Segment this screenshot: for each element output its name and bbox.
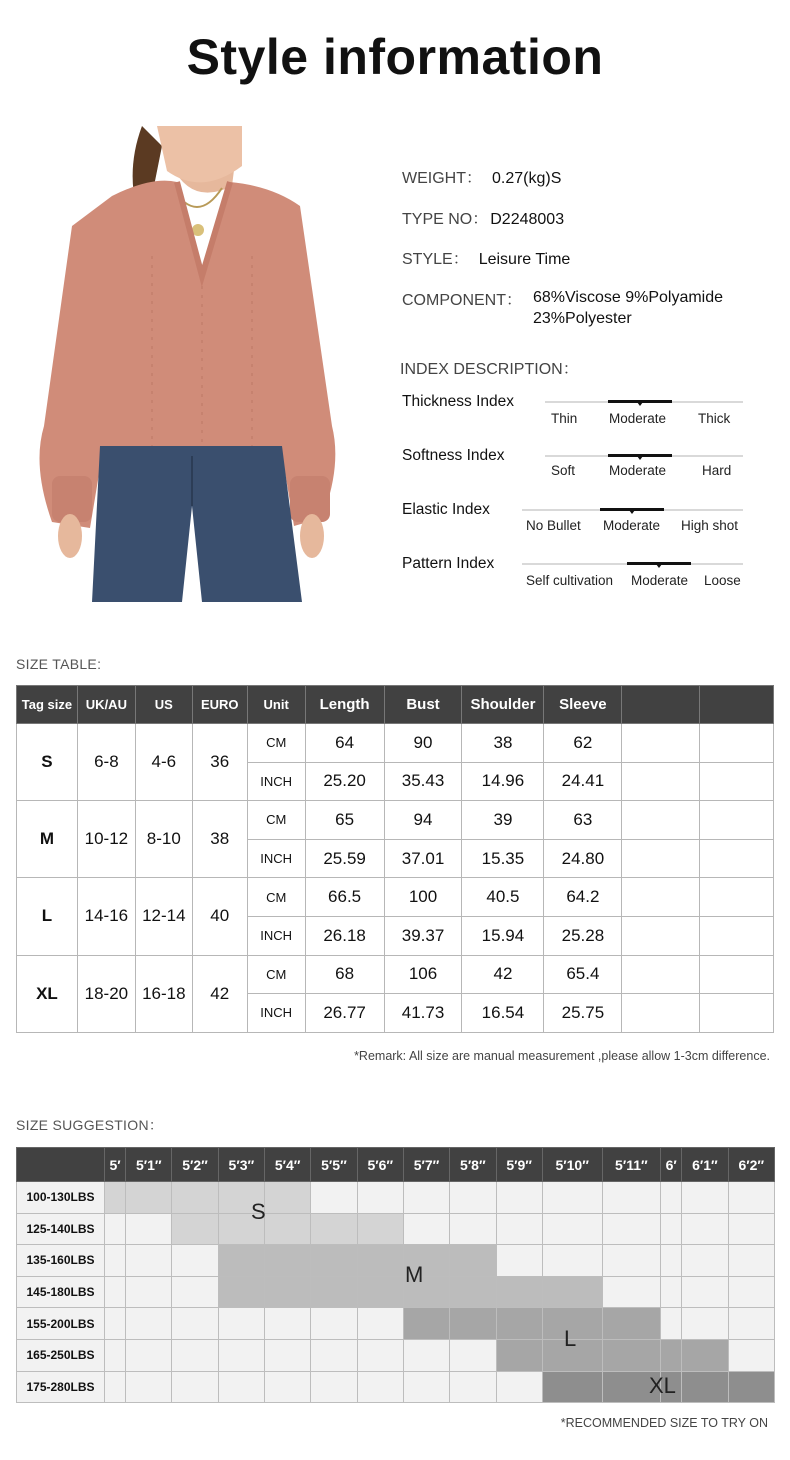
model-wearing-sweater-image <box>32 126 350 602</box>
bust-cell: 41.73 <box>384 994 462 1033</box>
height-header: 5′8″ <box>450 1148 496 1182</box>
shoulder-cell: 15.35 <box>462 839 544 878</box>
height-header: 5′9″ <box>496 1148 542 1182</box>
suggestion-cell <box>218 1276 264 1308</box>
weight-cell: 100-130LBS <box>17 1182 105 1214</box>
elastic-option-no-bullet: No Bullet <box>526 518 581 533</box>
suggestion-cell <box>218 1245 264 1277</box>
suggestion-cell <box>172 1276 218 1308</box>
suggestion-cell <box>105 1276 126 1308</box>
table-row <box>17 1308 775 1340</box>
header-unit: Unit <box>247 686 305 724</box>
weight-cell: 155-200LBS <box>17 1308 105 1340</box>
suggestion-cell <box>357 1371 403 1403</box>
suggestion-cell <box>450 1308 496 1340</box>
suggestion-cell <box>357 1182 403 1214</box>
uk-cell: 14-16 <box>77 878 135 955</box>
suggestion-cell <box>357 1308 403 1340</box>
suggestion-cell <box>450 1276 496 1308</box>
length-cell: 66.5 <box>305 878 384 917</box>
weight-cell: 125-140LBS <box>17 1213 105 1245</box>
suggestion-cell <box>357 1213 403 1245</box>
height-header: 5′ <box>105 1148 126 1182</box>
component-label: COMPONENT： <box>402 292 523 309</box>
suggestion-cell <box>311 1308 357 1340</box>
suggestion-cell <box>450 1339 496 1371</box>
suggestion-cell <box>403 1371 449 1403</box>
suggestion-cell <box>265 1371 311 1403</box>
suggestion-cell <box>728 1182 774 1214</box>
suggestion-cell <box>403 1182 449 1214</box>
suggestion-cell <box>661 1276 682 1308</box>
pattern-option-loose: Loose <box>704 573 741 588</box>
suggestion-cell <box>728 1276 774 1308</box>
suggestion-cell <box>542 1182 602 1214</box>
table-row <box>17 1245 775 1277</box>
softness-option-soft: Soft <box>551 463 576 478</box>
table-row <box>17 801 774 840</box>
suggestion-cell <box>542 1245 602 1277</box>
shoulder-cell: 16.54 <box>462 994 544 1033</box>
header-tag-size: Tag size <box>17 686 78 724</box>
size-cell: S <box>17 724 78 801</box>
unit-cell: CM <box>247 724 305 763</box>
length-cell: 26.77 <box>305 994 384 1033</box>
suggestion-cell <box>661 1182 682 1214</box>
thickness-index-marker <box>608 400 672 403</box>
table-row <box>17 724 774 763</box>
component-line-2: 23%Polyester <box>533 310 632 327</box>
size-cell: L <box>17 878 78 955</box>
softness-index-label: Softness Index <box>402 447 505 464</box>
thickness-option-thin: Thin <box>551 411 578 426</box>
pattern-option-moderate: Moderate <box>631 573 689 588</box>
length-cell: 68 <box>305 955 384 994</box>
empty-cell <box>622 916 700 955</box>
empty-cell <box>700 724 774 763</box>
uk-cell: 10-12 <box>77 801 135 878</box>
sleeve-cell: 25.28 <box>544 916 622 955</box>
table-row <box>17 955 774 994</box>
suggestion-cell <box>126 1245 172 1277</box>
suggestion-cell <box>105 1182 126 1214</box>
suggestion-cell <box>728 1371 774 1403</box>
suggestion-cell <box>105 1308 126 1340</box>
weight-cell: 175-280LBS <box>17 1371 105 1403</box>
unit-cell: CM <box>247 878 305 917</box>
suggestion-cell <box>450 1213 496 1245</box>
style-label: STYLE： <box>402 251 469 268</box>
size-remark: *Remark: All size are manual measurement ,please allow 1-3cm difference. <box>354 1049 770 1063</box>
sleeve-cell: 24.41 <box>544 762 622 801</box>
size-letter-s: S <box>251 1199 266 1224</box>
suggestion-cell <box>403 1213 449 1245</box>
sleeve-cell: 65.4 <box>544 955 622 994</box>
euro-cell: 38 <box>192 801 247 878</box>
length-cell: 64 <box>305 724 384 763</box>
suggestion-cell <box>172 1308 218 1340</box>
empty-cell <box>700 801 774 840</box>
suggestion-cell <box>357 1339 403 1371</box>
type-row <box>402 206 564 229</box>
table-row <box>17 1276 775 1308</box>
suggestion-cell <box>450 1245 496 1277</box>
size-letter-xl: XL <box>649 1373 676 1398</box>
empty-cell <box>700 994 774 1033</box>
shoulder-cell: 38 <box>462 724 544 763</box>
suggestion-cell <box>661 1245 682 1277</box>
empty-cell <box>700 762 774 801</box>
size-cell: M <box>17 801 78 878</box>
suggestion-cell <box>602 1245 661 1277</box>
unit-cell: INCH <box>247 762 305 801</box>
suggestion-cell <box>218 1371 264 1403</box>
height-header: 6′1″ <box>682 1148 728 1182</box>
sleeve-cell: 64.2 <box>544 878 622 917</box>
length-cell: 65 <box>305 801 384 840</box>
header-bust: Bust <box>384 686 462 724</box>
unit-cell: CM <box>247 801 305 840</box>
empty-cell <box>700 916 774 955</box>
component-value <box>533 287 723 329</box>
bust-cell: 94 <box>384 801 462 840</box>
weight-label: WEIGHT： <box>402 170 482 187</box>
us-cell: 4-6 <box>135 724 192 801</box>
suggestion-cell <box>682 1371 728 1403</box>
sleeve-cell: 24.80 <box>544 839 622 878</box>
unit-cell: INCH <box>247 994 305 1033</box>
table-row <box>17 1339 775 1371</box>
uk-cell: 6-8 <box>77 724 135 801</box>
suggestion-cell <box>126 1339 172 1371</box>
height-header: 5′7″ <box>403 1148 449 1182</box>
suggestion-cell <box>311 1371 357 1403</box>
index-description-title: INDEX DESCRIPTION： <box>400 361 579 378</box>
shoulder-cell: 14.96 <box>462 762 544 801</box>
empty-cell <box>622 839 700 878</box>
sleeve-cell: 63 <box>544 801 622 840</box>
height-header: 5′4″ <box>265 1148 311 1182</box>
suggestion-cell <box>357 1245 403 1277</box>
euro-cell: 40 <box>192 878 247 955</box>
header-shoulder: Shoulder <box>462 686 544 724</box>
suggestion-cell <box>126 1213 172 1245</box>
suggestion-cell <box>172 1371 218 1403</box>
height-header: 5′10″ <box>542 1148 602 1182</box>
component-row <box>402 287 522 310</box>
suggestion-cell <box>403 1308 449 1340</box>
sleeve-cell: 25.75 <box>544 994 622 1033</box>
height-header: 5′6″ <box>357 1148 403 1182</box>
suggestion-cell <box>496 1213 542 1245</box>
height-header: 5′5″ <box>311 1148 357 1182</box>
suggestion-cell <box>105 1371 126 1403</box>
suggestion-cell <box>496 1371 542 1403</box>
size-table <box>16 685 774 1033</box>
header-length: Length <box>305 686 384 724</box>
suggestion-cell <box>450 1371 496 1403</box>
recommend-note: *RECOMMENDED SIZE TO TRY ON <box>560 1416 768 1430</box>
size-cell: XL <box>17 955 78 1032</box>
shoulder-cell: 15.94 <box>462 916 544 955</box>
weight-row <box>402 165 561 188</box>
softness-option-hard: Hard <box>702 463 732 478</box>
suggestion-cell <box>403 1339 449 1371</box>
suggestion-cell <box>218 1308 264 1340</box>
suggestion-cell <box>602 1339 661 1371</box>
size-letter-l: L <box>564 1326 577 1351</box>
suggestion-cell <box>311 1339 357 1371</box>
header-us: US <box>135 686 192 724</box>
suggestion-cell <box>496 1182 542 1214</box>
suggestion-cell <box>105 1339 126 1371</box>
suggestion-header <box>17 1148 775 1182</box>
suggestion-cell <box>602 1213 661 1245</box>
suggestion-cell <box>542 1276 602 1308</box>
suggestion-cell <box>542 1213 602 1245</box>
size-suggestion-table <box>16 1147 775 1403</box>
shoulder-cell: 42 <box>462 955 544 994</box>
suggestion-cell <box>265 1339 311 1371</box>
softness-index-marker <box>608 454 672 457</box>
suggestion-cell <box>311 1182 357 1214</box>
table-row <box>17 1182 775 1214</box>
empty-cell <box>622 724 700 763</box>
suggestion-cell <box>265 1276 311 1308</box>
thickness-option-moderate: Moderate <box>609 411 667 426</box>
elastic-index-label: Elastic Index <box>402 501 490 518</box>
length-cell: 26.18 <box>305 916 384 955</box>
suggestion-cell <box>311 1213 357 1245</box>
bust-cell: 35.43 <box>384 762 462 801</box>
suggestion-cell <box>682 1245 728 1277</box>
pattern-index-label: Pattern Index <box>402 555 495 572</box>
suggestion-cell <box>728 1339 774 1371</box>
table-row <box>17 878 774 917</box>
weight-cell: 135-160LBS <box>17 1245 105 1277</box>
type-value: D2248003 <box>490 211 565 228</box>
suggestion-cell <box>661 1213 682 1245</box>
suggestion-cell <box>172 1182 218 1214</box>
elastic-option-high-shot: High shot <box>681 518 739 533</box>
pattern-option-self-cultivation: Self cultivation <box>526 573 614 588</box>
thickness-option-thick: Thick <box>698 411 731 426</box>
height-header: 5′2″ <box>172 1148 218 1182</box>
suggestion-cell <box>728 1213 774 1245</box>
suggestion-cell <box>682 1276 728 1308</box>
size-table-label: SIZE TABLE: <box>16 656 102 672</box>
suggestion-cell <box>265 1308 311 1340</box>
suggestion-cell <box>126 1308 172 1340</box>
bust-cell: 106 <box>384 955 462 994</box>
softness-option-moderate: Moderate <box>609 463 667 478</box>
height-header: 5′3″ <box>218 1148 264 1182</box>
shoulder-cell: 40.5 <box>462 878 544 917</box>
elastic-option-moderate: Moderate <box>603 518 661 533</box>
us-cell: 12-14 <box>135 878 192 955</box>
unit-cell: INCH <box>247 916 305 955</box>
suggestion-cell <box>542 1371 602 1403</box>
suggestion-cell <box>682 1182 728 1214</box>
size-letter-m: M <box>405 1262 424 1287</box>
height-header: 5′1″ <box>126 1148 172 1182</box>
suggestion-cell <box>265 1182 311 1214</box>
suggestion-cell <box>602 1182 661 1214</box>
thickness-index-label: Thickness Index <box>402 393 514 410</box>
suggestion-cell <box>602 1276 661 1308</box>
suggestion-cell <box>172 1245 218 1277</box>
page-title: Style information <box>186 29 604 85</box>
suggestion-cell <box>602 1308 661 1340</box>
elastic-index-marker <box>600 508 664 511</box>
unit-cell: INCH <box>247 839 305 878</box>
empty-cell <box>622 878 700 917</box>
suggestion-cell <box>311 1276 357 1308</box>
bust-cell: 100 <box>384 878 462 917</box>
weight-cell: 165-250LBS <box>17 1339 105 1371</box>
suggestion-cell <box>105 1245 126 1277</box>
style-row <box>402 246 570 269</box>
empty-cell <box>622 762 700 801</box>
size-suggestion-label: SIZE SUGGESTION： <box>16 1117 164 1133</box>
suggestion-cell <box>728 1308 774 1340</box>
component-line-1: 68%Viscose 9%Polyamide <box>533 289 724 306</box>
size-table-header <box>17 686 774 724</box>
suggestion-cell <box>105 1213 126 1245</box>
suggestion-cell <box>661 1308 682 1340</box>
pattern-index-marker <box>627 562 691 565</box>
suggestion-cell <box>496 1339 542 1371</box>
us-cell: 16-18 <box>135 955 192 1032</box>
suggestion-cell <box>265 1245 311 1277</box>
suggestion-cell <box>496 1245 542 1277</box>
product-photo <box>32 126 350 602</box>
empty-cell <box>622 994 700 1033</box>
height-header: 5′11″ <box>602 1148 661 1182</box>
suggestion-cell <box>172 1339 218 1371</box>
height-header: 6′ <box>661 1148 682 1182</box>
style-value: Leisure Time <box>478 251 571 268</box>
suggestion-cell <box>682 1339 728 1371</box>
suggestion-cell <box>265 1213 311 1245</box>
empty-cell <box>700 878 774 917</box>
unit-cell: CM <box>247 955 305 994</box>
sleeve-cell: 62 <box>544 724 622 763</box>
suggestion-cell <box>728 1245 774 1277</box>
suggestion-cell <box>450 1182 496 1214</box>
euro-cell: 36 <box>192 724 247 801</box>
bust-cell: 37.01 <box>384 839 462 878</box>
header-empty-2 <box>700 686 774 724</box>
header-sleeve: Sleeve <box>544 686 622 724</box>
suggestion-cell <box>496 1308 542 1340</box>
suggestion-cell <box>357 1276 403 1308</box>
type-label: TYPE NO： <box>402 211 489 228</box>
length-cell: 25.59 <box>305 839 384 878</box>
header-uk-au: UK/AU <box>77 686 135 724</box>
header-euro: EURO <box>192 686 247 724</box>
suggestion-cell <box>311 1245 357 1277</box>
shoulder-cell: 39 <box>462 801 544 840</box>
suggestion-cell <box>218 1339 264 1371</box>
suggestion-cell <box>682 1213 728 1245</box>
suggestion-cell <box>661 1339 682 1371</box>
suggestion-cell <box>172 1213 218 1245</box>
suggestion-cell <box>496 1276 542 1308</box>
length-cell: 25.20 <box>305 762 384 801</box>
us-cell: 8-10 <box>135 801 192 878</box>
table-row <box>17 1213 775 1245</box>
empty-cell <box>622 801 700 840</box>
empty-cell <box>700 955 774 994</box>
suggestion-cell <box>126 1371 172 1403</box>
euro-cell: 42 <box>192 955 247 1032</box>
uk-cell: 18-20 <box>77 955 135 1032</box>
header-corner <box>17 1148 105 1182</box>
bust-cell: 90 <box>384 724 462 763</box>
suggestion-cell <box>126 1276 172 1308</box>
header-empty-1 <box>622 686 700 724</box>
empty-cell <box>622 955 700 994</box>
weight-value: 0.27(kg)S <box>492 170 562 187</box>
height-header: 6′2″ <box>728 1148 774 1182</box>
suggestion-cell <box>682 1308 728 1340</box>
suggestion-cell <box>126 1182 172 1214</box>
empty-cell <box>700 839 774 878</box>
bust-cell: 39.37 <box>384 916 462 955</box>
weight-cell: 145-180LBS <box>17 1276 105 1308</box>
